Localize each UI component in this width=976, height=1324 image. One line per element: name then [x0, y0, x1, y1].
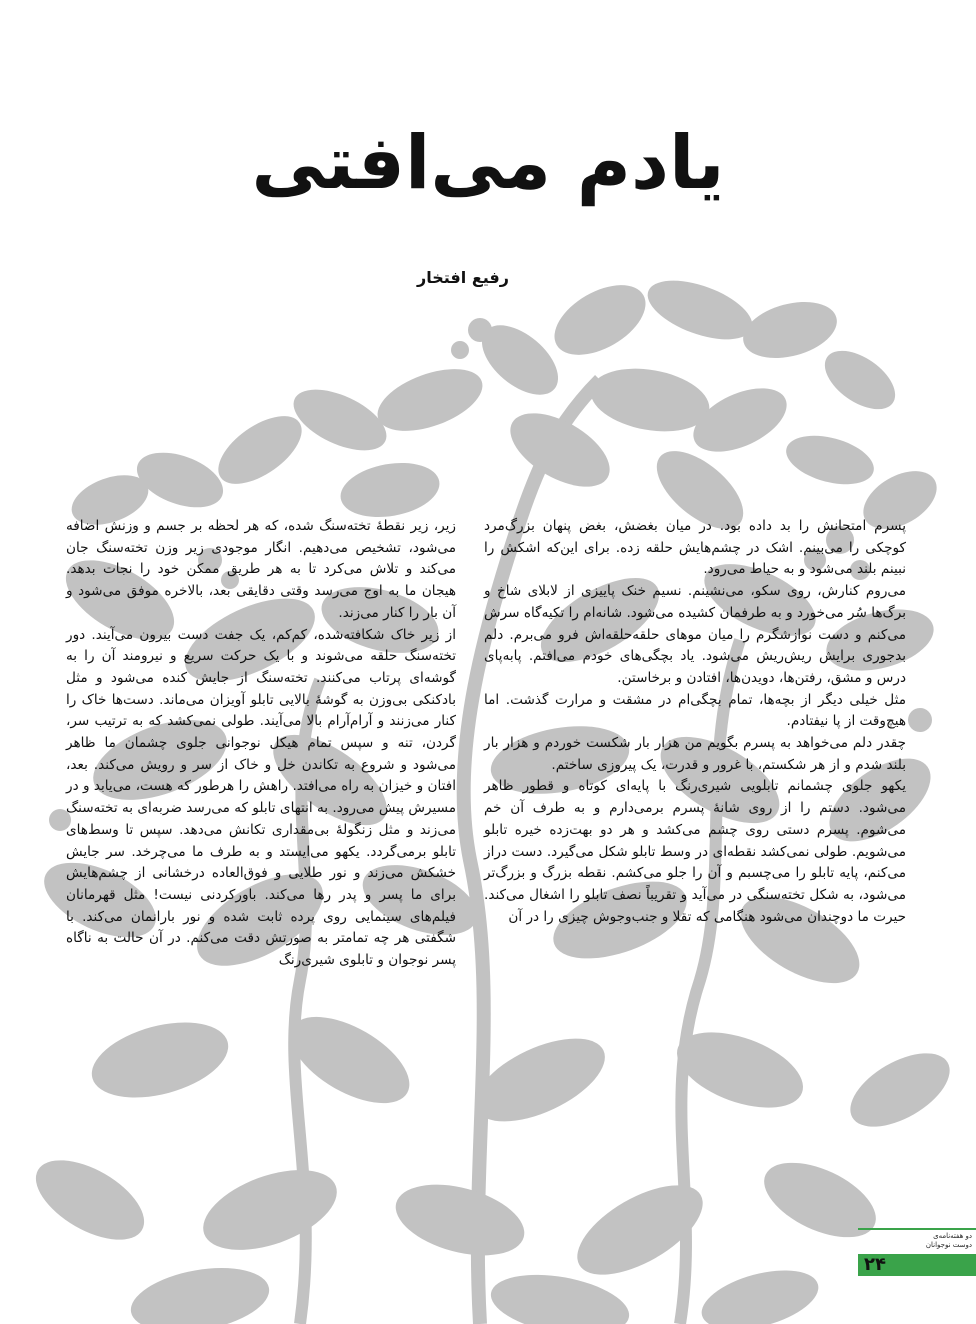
- publication-line-2: دوست نوجوانان: [925, 1241, 972, 1249]
- author-name: رفیع افتخار: [417, 268, 509, 287]
- paragraph: می‌روم کنارش، روی سکو، می‌نشینم. نسیم خنک پاییزی از لابلای شاخ و برگ‌ها سُر می‌خورد و به طرفمان کشیده می‌شود. شانه‌ام را تکیه‌گاه سرش می‌کنم و دست نوازشگرم را میان موهای حلقه‌حلقه‌اش فرو می‌برم. دلم بدجوری برایش ریش‌ریش می‌شود. یاد بچگی‌های خودم می‌افتم. پابه‌پای درس و مشق، رفتن‌ها، دویدن‌ها، افتادن و برخاستن.: [484, 583, 906, 686]
- publication-line-1: دو هفته‌نامه‌ی: [933, 1232, 972, 1240]
- paragraph: زیر، زیر نقطهٔ تخته‌سنگ شده، که هر لحظه بر جسم و وزنش اضافه می‌شود، تشخیص می‌دهیم. انگار موجودی زیر وزن تخته‌سنگ جان می‌کند و تلاش می‌کرد تا به هر طریق ممکن خود را نجات بدهد. هیجان ما به اوج می‌رسد وقتی دقایقی بعد، بالاخره موفق می‌شود و آن بار را کنار می‌زند.: [66, 518, 456, 621]
- paragraph: از زیر خاک شکافته‌شده، کم‌کم، یک جفت دست بیرون می‌آیند. دور تخته‌سنگ حلقه می‌شوند و با یک حرکت سریع و نیرومند آن را به گوشه‌ای پرتاب می‌کنند. تخته‌سنگ از جایش کنده می‌شود و مثل بادکنکی بی‌وزن به گوشهٔ بالایی تابلو آویزان می‌ماند. دست‌ها خاک را کنار می‌زنند و آرام‌آرام بالا می‌آیند. طولی نمی‌کشد که به ترتیب سر، گردن، تنه و سپس تمام هیکل نوجوانی جلوی چشمان ما ظاهر می‌شود و شروع به تکاندن خل و خاک از سر و رویش می‌کند. بعد، افتان و خیزان به راه می‌افتد. راهش را هرطور که هست، می‌یابد و در مسیرش پیش می‌رود. به انتهای تابلو که می‌رسد ضربه‌ای به تخته‌سنگ می‌زند و مثل زنگولهٔ بی‌مقداری تکانش می‌دهد. سپس تا وسط‌های تابلو برمی‌گردد. یکهو می‌ایستد و به طرف ما می‌چرخد. سر جایش خشکش می‌زند و نور طلایی و فوق‌العاده درخشانی از چشم‌هایش برای ما پسر و پدر رها می‌کند. باورکردنی نیست! مثل قهرمانان فیلم‌های سینمایی روی پرده ثابت شده و نور بارانمان می‌کند. با شگفتی هر چه تمامتر به صورتش دقت می‌کنم. در آن حالت به ناگاه پسر نوجوان و تابلوی شیری‌رنگ: [66, 626, 456, 969]
- body-column-right: [484, 516, 906, 928]
- article-title: یادم می‌افتی: [251, 120, 725, 206]
- paragraph: مثل خیلی دیگر از بچه‌ها، تمام بچگی‌ام در مشقت و مرارت گذشت. اما هیچ‌وقت از پا نیفتادم.: [484, 691, 906, 730]
- paragraph: چقدر دلم می‌خواهد به پسرم بگویم من هزار بار شکست خوردم و هزار بار بلند شدم و از هر شکستم، با غرور و قدرت، یک پیروزی ساختم.: [484, 735, 906, 773]
- publication-name: [926, 1232, 972, 1250]
- body-column-left: [66, 516, 456, 972]
- footer-accent-line: [858, 1228, 976, 1230]
- page-number: ۲۴: [864, 1254, 886, 1275]
- publication-footer: [858, 1228, 976, 1278]
- paragraph: پسرم امتحانش را بد داده بود. در میان بغضش، بغض پنهان بزرگ‌مرد کوچکی را می‌بینم. اشک در چشم‌هایش حلقه زده. برای این‌که اشکش را نبینم بلند می‌شود و به حیاط می‌رود.: [484, 518, 906, 578]
- paragraph: یکهو جلوی چشمانم تابلویی شیری‌رنگ با پایه‌ای کوتاه و قطور ظاهر می‌شود. دستم را از روی شانهٔ پسرم برمی‌دارم و به طرف آن خم می‌شوم. پسرم دستی روی چشم می‌کشد و هر دو بهت‌زده خیره تابلو می‌شویم. طولی نمی‌کشد نقطه‌ای در وسط تابلو شکل می‌گیرد. دست دراز می‌کنم، پایه تابلو را می‌چسبم و آن را جلو می‌کشم. نقطه بزرگ و بزرگ‌تر می‌شود، به شکل تخته‌سنگی در می‌آید و تقریباً نصف تابلو را اشغال می‌کند. حیرت ما دوچندان می‌شود هنگامی که تقلا و جنب‌وجوش چیزی را در آن: [484, 778, 906, 925]
- page-number-band: [858, 1254, 976, 1276]
